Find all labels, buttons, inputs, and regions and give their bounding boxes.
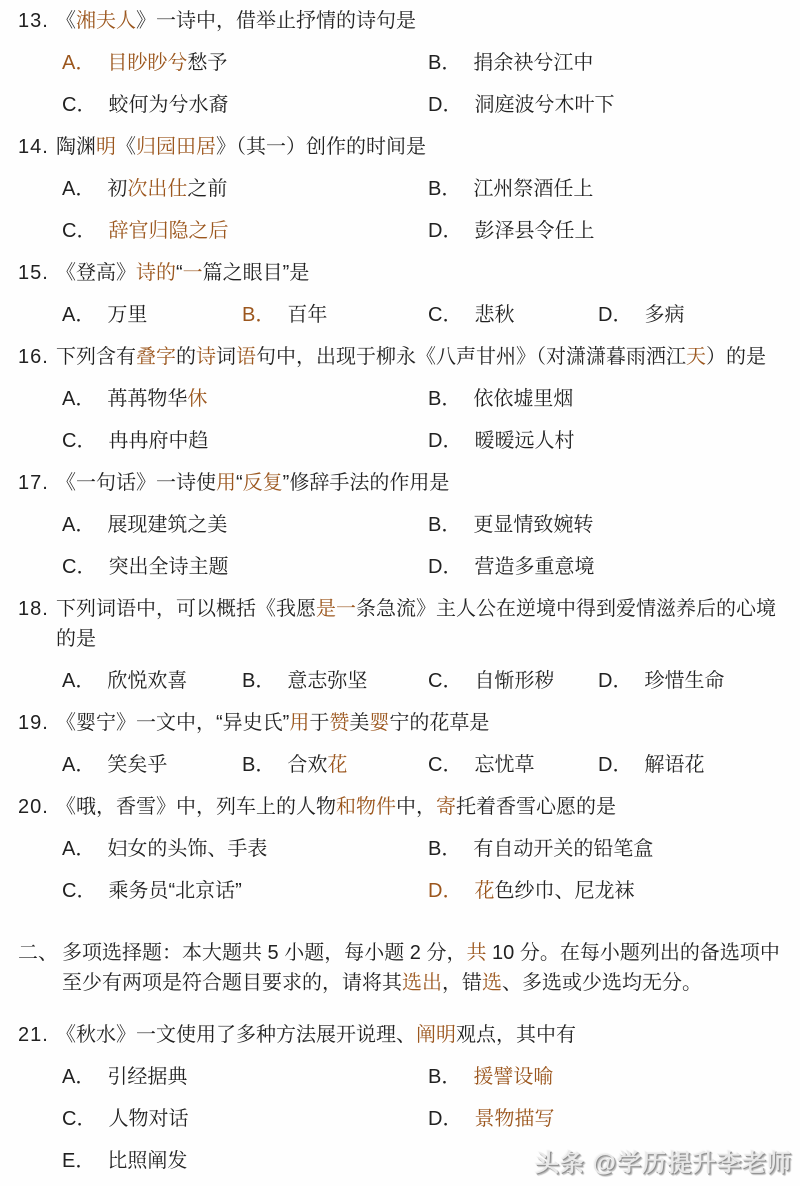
option-text (474, 750, 534, 780)
text-segment: 托着香雪心愿的是 (456, 796, 616, 818)
option-text (108, 876, 241, 906)
option-letter: C． (62, 94, 97, 116)
text-segment: 蛟何为兮水裔 (108, 94, 229, 116)
option-text (474, 876, 634, 906)
option-text (108, 1104, 188, 1134)
text-segment: 观点，其中有 (456, 1024, 576, 1046)
option-letter: C． (62, 1108, 97, 1130)
answer-option (62, 384, 428, 414)
text-segment: 冉冉府中趋 (108, 430, 209, 452)
highlighted-text: 景物描写 (474, 1108, 555, 1130)
text-segment: 合欢 (287, 754, 328, 776)
question-stem (18, 258, 784, 288)
question-list (18, 6, 784, 1176)
highlighted-text: 叠字 (136, 346, 176, 368)
text-segment: 欣悦欢喜 (107, 670, 188, 692)
option-letter: D． (428, 556, 463, 578)
highlighted-text: 目眇眇兮 (107, 52, 188, 74)
text-segment: 条急流》主人公在逆境中得到爱情滋养后的心境的是 (56, 598, 776, 650)
text-segment: 洞庭波兮木叶下 (474, 94, 615, 116)
text-segment: 色纱巾、尼龙袜 (494, 880, 635, 902)
text-segment: 10 分。在每小题列出的备选项中至少有两项是符合题目要求的，请将其 (62, 942, 780, 994)
options-grid (18, 174, 784, 246)
text-segment: 更显情致婉转 (473, 514, 594, 536)
question-stem (18, 468, 784, 498)
answer-option (242, 300, 428, 330)
section-text (62, 938, 784, 998)
question-number: 19. (18, 712, 49, 734)
text-segment: 的 (176, 346, 196, 368)
question-block (18, 594, 784, 696)
option-letter: D． (598, 754, 633, 776)
option-letter: C． (62, 430, 97, 452)
option-letter: D． (428, 430, 463, 452)
answer-option (428, 216, 784, 246)
answer-option (428, 384, 784, 414)
option-text (107, 384, 207, 414)
text-segment: 百年 (287, 304, 328, 326)
answer-option (242, 750, 428, 780)
text-segment: 中， (396, 796, 436, 818)
text-segment: “ (176, 262, 183, 284)
option-text (474, 426, 574, 456)
option-text (644, 750, 704, 780)
text-segment: 初 (107, 178, 128, 200)
text-segment: 《秋水》一文使用了多种方法展开说理、 (56, 1024, 416, 1046)
text-segment: 于 (309, 712, 330, 734)
answer-option (428, 48, 784, 78)
highlighted-text: 反复 (242, 472, 283, 494)
question-number: 16. (18, 346, 49, 368)
option-text (107, 300, 147, 330)
text-segment: 下列含有 (56, 346, 136, 368)
question-block (18, 708, 784, 780)
text-segment: 依依墟里烟 (473, 388, 574, 410)
text-segment: 展现建筑之美 (107, 514, 228, 536)
option-letter: A． (62, 1066, 96, 1088)
option-letter: A． (62, 178, 96, 200)
answer-option (62, 174, 428, 204)
question-number: 13. (18, 10, 49, 32)
text-segment: 》（其一）创作的时间是 (216, 136, 426, 158)
question-stem (18, 6, 784, 36)
question-number: 14. (18, 136, 49, 158)
option-letter: B． (428, 178, 462, 200)
text-segment: 人物对话 (108, 1108, 189, 1130)
text-segment: 突出全诗主题 (108, 556, 229, 578)
option-letter: A． (62, 304, 96, 326)
answer-option (598, 300, 784, 330)
option-letter: B． (428, 1066, 462, 1088)
text-segment: 《登高》 (56, 262, 136, 284)
question-stem (18, 132, 784, 162)
answer-option (428, 666, 598, 696)
question-stem-text (56, 342, 784, 372)
question-block (18, 258, 784, 330)
answer-option (62, 834, 428, 864)
option-letter: B． (428, 514, 462, 536)
answer-option (62, 300, 242, 330)
option-text (107, 750, 167, 780)
option-text (474, 552, 594, 582)
text-segment: 珍惜生命 (644, 670, 725, 692)
option-letter: B． (428, 838, 462, 860)
highlighted-text: 寄 (436, 796, 456, 818)
text-segment: 引经据典 (107, 1066, 188, 1088)
option-text (108, 426, 208, 456)
options-grid (18, 834, 784, 906)
option-letter: D． (598, 670, 633, 692)
question-stem-text (56, 708, 784, 738)
highlighted-text: 共 (466, 942, 487, 964)
answer-option (598, 750, 784, 780)
text-segment: 宁的花草是 (389, 712, 490, 734)
highlighted-text: 选出 (402, 972, 442, 994)
text-segment: 悲秋 (474, 304, 515, 326)
highlighted-text: 花 (327, 754, 348, 776)
option-text (473, 510, 593, 540)
answer-option (428, 552, 784, 582)
option-letter: C． (62, 556, 97, 578)
option-text (473, 834, 653, 864)
answer-option (428, 834, 784, 864)
option-letter: B． (428, 388, 462, 410)
answer-option (598, 666, 784, 696)
option-text (108, 90, 228, 120)
answer-option (428, 750, 598, 780)
highlighted-text: 援譬设喻 (473, 1066, 554, 1088)
question-stem (18, 1020, 784, 1050)
option-text (107, 48, 227, 78)
text-segment: 忘忧草 (474, 754, 535, 776)
text-segment: 比照阐发 (107, 1150, 188, 1172)
option-text (474, 1104, 554, 1134)
text-segment: 》一诗中，借举止抒情的诗句是 (136, 10, 416, 32)
answer-option (62, 1146, 428, 1176)
highlighted-text: 诗 (196, 346, 216, 368)
question-stem-text (56, 594, 784, 654)
question-stem (18, 594, 784, 654)
answer-option (428, 876, 784, 906)
highlighted-text: 和物件 (336, 796, 396, 818)
text-segment: 江州祭酒任上 (473, 178, 594, 200)
watermark: 头条 @学历提升李老师 (534, 1150, 792, 1177)
question-stem-text (56, 1020, 784, 1050)
text-segment: 下列词语中，可以概括《我愿 (56, 598, 316, 620)
option-letter: B． (428, 52, 462, 74)
highlighted-text: 婴 (369, 712, 390, 734)
text-segment: 愁予 (187, 52, 228, 74)
option-letter: E． (62, 1150, 96, 1172)
question-number: 17. (18, 472, 49, 494)
highlighted-text: 选 (482, 972, 502, 994)
options-grid (18, 384, 784, 456)
option-text (107, 510, 227, 540)
text-segment: 暧暧远人村 (474, 430, 575, 452)
answer-option (62, 1062, 428, 1092)
question-stem-text (56, 6, 784, 36)
question-stem (18, 342, 784, 372)
section-label: 二、 (18, 942, 58, 964)
text-segment: 妇女的头饰、手表 (107, 838, 268, 860)
highlighted-text: 用 (216, 472, 236, 494)
option-letter: A． (62, 670, 96, 692)
answer-option (62, 90, 428, 120)
question-stem (18, 708, 784, 738)
text-segment: ）的是 (706, 346, 766, 368)
question-number: 15. (18, 262, 49, 284)
highlighted-text: 赞 (329, 712, 350, 734)
option-letter: A． (62, 52, 96, 74)
option-text (473, 48, 593, 78)
text-segment: 《 (56, 10, 76, 32)
option-letter: D． (428, 220, 463, 242)
option-letter: C． (428, 670, 463, 692)
option-text (107, 174, 227, 204)
option-letter: D． (428, 1108, 463, 1130)
option-letter: D． (428, 880, 463, 902)
text-segment: 笑矣乎 (107, 754, 168, 776)
text-segment: 句中，出现于柳永《八声甘州》（对潇潇暮雨洒江 (256, 346, 686, 368)
question-block (18, 132, 784, 246)
text-segment: 捐余袂兮江中 (473, 52, 594, 74)
option-letter: B． (242, 670, 276, 692)
text-segment: 《一句话》一诗使 (56, 472, 216, 494)
question-stem (18, 792, 784, 822)
highlighted-text: 一 (182, 262, 203, 284)
question-stem-text (56, 468, 784, 498)
answer-option (428, 300, 598, 330)
text-segment: ”修辞手法的作用是 (282, 472, 450, 494)
option-text (107, 666, 187, 696)
text-segment: ，错 (442, 972, 482, 994)
text-segment: 词 (216, 346, 236, 368)
option-text (108, 552, 228, 582)
answer-option (62, 1104, 428, 1134)
highlighted-text: 花 (474, 880, 495, 902)
text-segment: 美 (349, 712, 370, 734)
option-text (473, 1062, 553, 1092)
text-segment: 自惭形秽 (474, 670, 555, 692)
options-grid (18, 300, 784, 330)
question-stem-text (56, 132, 784, 162)
question-block (18, 6, 784, 120)
options-grid (18, 510, 784, 582)
text-segment: 解语花 (644, 754, 705, 776)
option-text (287, 750, 347, 780)
text-segment: 苒苒物华 (107, 388, 188, 410)
question-block (18, 792, 784, 906)
highlighted-text: 明 (96, 136, 116, 158)
options-grid (18, 48, 784, 120)
text-segment: 之前 (187, 178, 228, 200)
option-letter: D． (428, 94, 463, 116)
option-text (474, 90, 614, 120)
option-text (474, 216, 594, 246)
highlighted-text: 诗的 (136, 262, 176, 284)
answer-option (428, 90, 784, 120)
question-number: 21. (18, 1024, 49, 1046)
answer-option (428, 174, 784, 204)
option-text (108, 216, 228, 246)
highlighted-text: 休 (187, 388, 208, 410)
question-block (18, 342, 784, 456)
answer-option (428, 1104, 784, 1134)
text-segment: 多项选择题：本大题共 5 小题，每小题 2 分， (62, 942, 467, 964)
option-text (287, 666, 367, 696)
option-text (473, 174, 593, 204)
option-text (107, 1062, 187, 1092)
answer-option (62, 426, 428, 456)
answer-option (242, 666, 428, 696)
text-segment: 《哦，香雪》中，列车上的人物 (56, 796, 336, 818)
option-letter: A． (62, 388, 96, 410)
highlighted-text: 阐明 (416, 1024, 456, 1046)
highlighted-text: 次出仕 (127, 178, 188, 200)
text-segment: 多病 (644, 304, 685, 326)
option-text (287, 300, 327, 330)
option-text (107, 834, 267, 864)
answer-option (428, 426, 784, 456)
question-stem-text (56, 792, 784, 822)
option-letter: C． (428, 304, 463, 326)
text-segment: 陶渊 (56, 136, 96, 158)
highlighted-text: 语 (236, 346, 256, 368)
text-segment: 意志弥坚 (287, 670, 368, 692)
option-letter: C． (428, 754, 463, 776)
option-text (474, 666, 554, 696)
section-header (18, 938, 784, 998)
option-letter: B． (242, 304, 276, 326)
highlighted-text: 是一 (316, 598, 356, 620)
question-number: 18. (18, 598, 49, 620)
answer-option (62, 216, 428, 246)
option-letter: A． (62, 838, 96, 860)
text-segment: 有自动开关的铅笔盒 (473, 838, 654, 860)
option-letter: D． (598, 304, 633, 326)
option-letter: A． (62, 514, 96, 536)
options-grid (18, 750, 784, 780)
option-letter: C． (62, 220, 97, 242)
question-block (18, 468, 784, 582)
option-letter: C． (62, 880, 97, 902)
answer-option (62, 666, 242, 696)
highlighted-text: 用 (289, 712, 310, 734)
highlighted-text: 辞官归隐之后 (108, 220, 229, 242)
options-grid (18, 666, 784, 696)
answer-option (62, 48, 428, 78)
option-text (644, 300, 684, 330)
text-segment: 、多选或少选均无分。 (502, 972, 702, 994)
answer-option (62, 510, 428, 540)
answer-option (62, 876, 428, 906)
text-segment: 《婴宁》一文中，“异史氏” (56, 712, 290, 734)
text-segment: 万里 (107, 304, 148, 326)
answer-option (428, 1062, 784, 1092)
text-segment: 《 (116, 136, 136, 158)
option-letter: A． (62, 754, 96, 776)
text-segment: 彭泽县令任上 (474, 220, 595, 242)
answer-option (62, 552, 428, 582)
highlighted-text: 天 (686, 346, 706, 368)
text-segment: “ (236, 472, 243, 494)
option-text (474, 300, 514, 330)
option-text (473, 384, 573, 414)
highlighted-text: 湘夫人 (76, 10, 136, 32)
answer-option (428, 510, 784, 540)
question-number: 20. (18, 796, 49, 818)
option-letter: B． (242, 754, 276, 776)
question-stem-text (56, 258, 784, 288)
text-segment: 乘务员“北京话” (108, 880, 242, 902)
text-segment: 营造多重意境 (474, 556, 595, 578)
highlighted-text: 归园田居 (136, 136, 216, 158)
text-segment: 篇之眼目”是 (202, 262, 310, 284)
answer-option (62, 750, 242, 780)
option-text (107, 1146, 187, 1176)
option-text (644, 666, 724, 696)
